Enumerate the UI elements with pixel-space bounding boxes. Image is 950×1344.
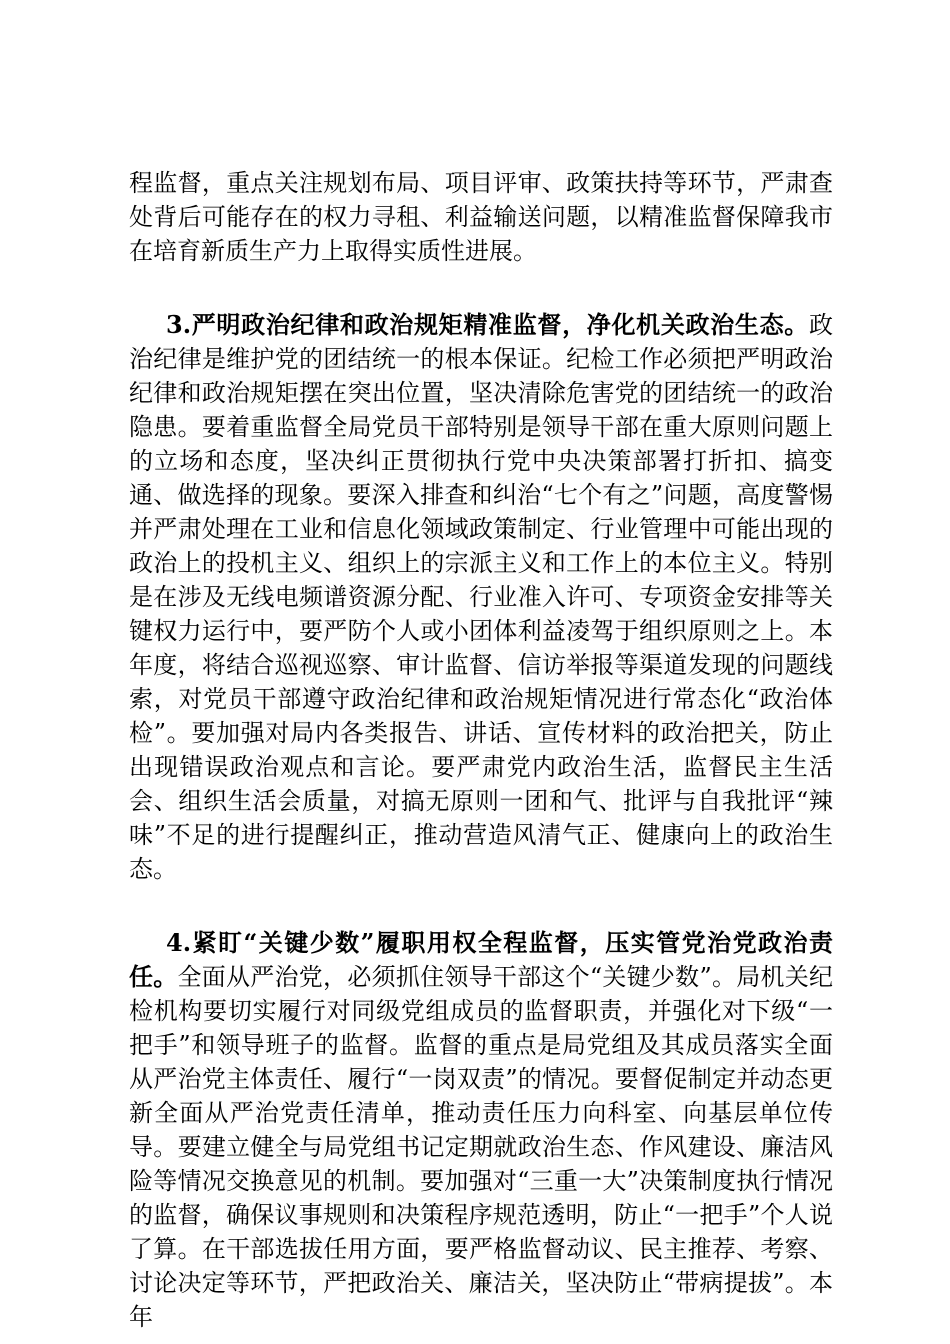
paragraph-section-4 (129, 926, 833, 1334)
document-body (129, 166, 833, 1334)
section-heading-3: 3.严明政治纪律和政治规矩精准监督，净化机关政治生态。 (166, 310, 809, 339)
paragraph-continued (129, 166, 833, 268)
paragraph-text: 全面从严治党，必须抓住领导干部这个“关键少数”。局机关纪检机构要切实履行对同级党组成员的监督职责，并强化对下级“一把手”和领导班子的监督。监督的重点是局党组及其成员落实全面从严治党主体责任、履行“一岗双责”的情况。要督促制定并动态更新全面从严治党责任清单，推动责任压力向科室、向基层单位传导。要建立健全与局党组书记定期就政治生态、作风建设、廉洁风险等情况交换意见的机制。要加强对“三重一大”决策制度执行情况的监督，确保议事规则和决策程序规范透明，防止“一把手”个人说了算。在干部选拔任用方面，要严格监督动议、民主推荐、考察、讨论决定等环节，严把政治关、廉洁关，坚决防止“带病提拔”。本年 (129, 963, 833, 1331)
section-heading-4: 4.紧盯“关键少数”履职用权全程监督，压实管党治党政治责任。 (129, 928, 833, 991)
paragraph-gap (129, 886, 833, 926)
paragraph-text: 程监督，重点关注规划布局、项目评审、政策扶持等环节，严肃查处背后可能存在的权力寻租、利益输送问题，以精准监督保障我市在培育新质生产力上取得实质性进展。 (129, 169, 833, 265)
paragraph-text: 政治纪律是维护党的团结统一的根本保证。纪检工作必须把严明政治纪律和政治规矩摆在突出位置，坚决清除危害党的团结统一的政治隐患。要着重监督全局党员干部特别是领导干部在重大原则问题上的立场和态度，坚决纠正贯彻执行党中央决策部署打折扣、搞变通、做选择的现象。要深入排查和纠治“七个有之”问题，高度警惕并严肃处理在工业和信息化领域政策制定、行业管理中可能出现的政治上的投机主义、组织上的宗派主义和工作上的本位主义。特别是在涉及无线电频谱资源分配、行业准入许可、专项资金安排等关键权力运行中，要严防个人或小团体利益凌驾于组织原则之上。本年度，将结合巡视巡察、审计监督、信访举报等渠道发现的问题线索，对党员干部遵守政治纪律和政治规矩情况进行常态化“政治体检”。要加强对局内各类报告、讲话、宣传材料的政治把关，防止出现错误政治观点和言论。要严肃党内政治生活，监督民主生活会、组织生活会质量，对搞无原则一团和气、批评与自我批评“辣味”不足的进行提醒纠正，推动营造风清气正、健康向上的政治生态。 (129, 311, 833, 883)
paragraph-section-3 (129, 308, 833, 886)
paragraph-gap (129, 268, 833, 308)
